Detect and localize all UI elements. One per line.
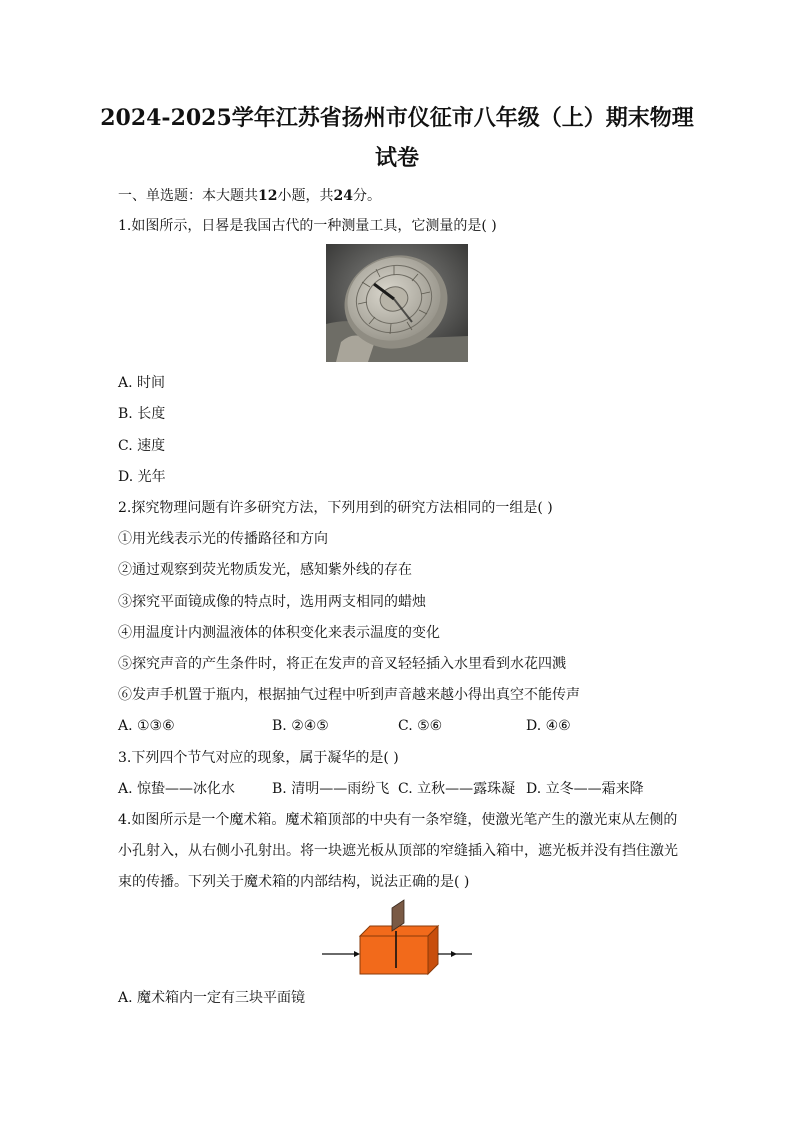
- q3-option-d: D. 立冬——霜来降: [526, 781, 644, 797]
- q2-item-6: ⑥发声手机置于瓶内，根据抽气过程中听到声音越来越小得出真空不能传声: [118, 687, 580, 703]
- page-title-line1: 2024-2025学年江苏省扬州市仪征市八年级（上）期末物理: [100, 105, 694, 131]
- q3-option-a: A. 惊蛰——冰化水: [118, 781, 236, 797]
- section-heading: [118, 186, 381, 206]
- q2-stem: 2.探究物理问题有许多研究方法，下列用到的研究方法相同的一组是( ): [118, 500, 553, 516]
- q1-stem: 1.如图所示，日晷是我国古代的一种测量工具，它测量的是( ): [118, 218, 497, 234]
- arrow-right-icon: [354, 951, 360, 957]
- q2-item-5: ⑤探究声音的产生条件时，将正在发声的音叉轻轻插入水里看到水花四溅: [118, 656, 566, 672]
- q2-item-2: ②通过观察到荧光物质发光，感知紫外线的存在: [118, 562, 412, 578]
- q3-option-b: B. 清明——雨纷飞: [272, 781, 390, 797]
- section-suffix: 分。: [352, 188, 381, 204]
- q2-option-b: B. ②④⑤: [272, 718, 329, 734]
- q1-option-c: C. 速度: [118, 438, 166, 454]
- q2-option-c: C. ⑤⑥: [398, 718, 443, 734]
- q2-option-d: D. ④⑥: [526, 718, 571, 734]
- sundial-image: [326, 244, 468, 362]
- arrow-right-icon: [451, 951, 457, 957]
- q2-option-a: A. ①③⑥: [118, 718, 175, 734]
- total-score: 24: [333, 188, 353, 204]
- q1-option-a: A. 时间: [118, 375, 166, 391]
- q2-item-3: ③探究平面镜成像的特点时，选用两支相同的蜡烛: [118, 594, 426, 610]
- q4-stem-line3: 束的传播。下列关于魔术箱的内部结构，说法正确的是( ): [118, 874, 470, 890]
- q1-option-d: D. 光年: [118, 469, 166, 485]
- q3-option-c: C. 立秋——露珠凝: [398, 781, 516, 797]
- q1-option-b: B. 长度: [118, 406, 166, 422]
- page-title-line2: 试卷: [374, 145, 419, 171]
- q4-stem-line2: 小孔射入，从右侧小孔射出。将一块遮光板从顶部的窄缝插入箱中，遮光板并没有挡住激光: [118, 843, 678, 859]
- box-top-face: [360, 926, 438, 936]
- magic-box-diagram: [318, 898, 476, 980]
- q2-item-1: ①用光线表示光的传播路径和方向: [118, 531, 328, 547]
- section-prefix: 一、单选题：本大题共: [118, 188, 258, 204]
- section-mid: 小题，共: [277, 188, 334, 204]
- question-count: 12: [258, 188, 278, 204]
- q4-option-a: A. 魔术箱内一定有三块平面镜: [118, 990, 306, 1006]
- q4-stem-line1: 4.如图所示是一个魔术箱。魔术箱顶部的中央有一条窄缝，使激光笔产生的激光束从左侧的: [118, 812, 678, 828]
- q3-stem: 3.下列四个节气对应的现象，属于凝华的是( ): [118, 750, 399, 766]
- box-front-face: [360, 936, 428, 974]
- q2-item-4: ④用温度计内测温液体的体积变化来表示温度的变化: [118, 625, 440, 641]
